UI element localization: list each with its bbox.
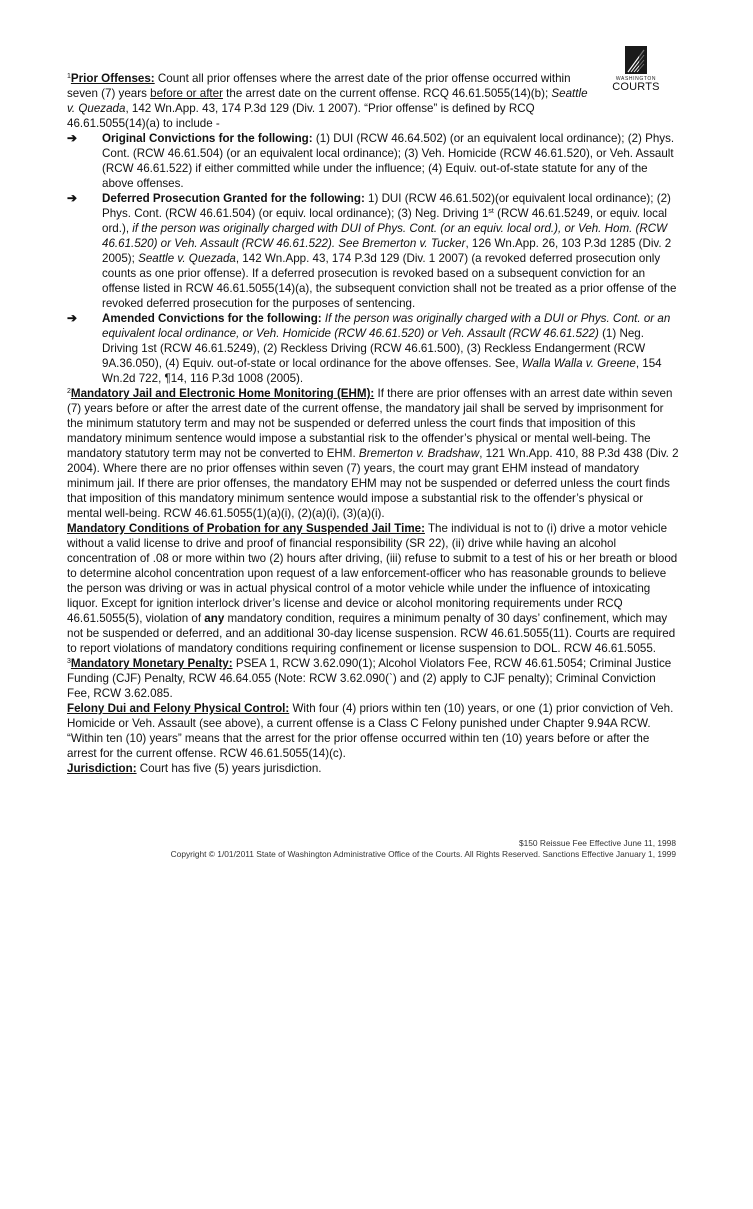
- probation-text: The individual is not to (i) drive a motor vehicle without a valid license to drive and proof of financial responsibility (SR 22), (ii) drive while having an alcohol concentration of .08 or more within two (2) hours after driving, (iii) refuse to submit to a test of his or her breath or blood to determine alcohol concentration upon request of a law enforcement-officer who has reasonable grounds to believe the person was driving or was in actual physical control of a motor vehicle while under the influence of intoxicating liquor. Except for ignition interlock driver’s license and device or alcohol monitoring requirements under RCQ 46.61.5055(5), violation of: [67, 522, 678, 625]
- prior-offenses-paragraph: [67, 71, 679, 131]
- mandatory-jail-text: , 121 Wn.App. 410, 88 P.3d 438 (Div. 2 2004). Where there are no prior offenses within seven (7) years, the court may grant EHM instead of mandatory minimum jail. If there are prior offenses, the mandatory EHM may not be suspended or deferred unless the court finds that imposition of this mandatory minimum sentence would impose a substantial risk to the offender’s physical or mental well-being. RCW 46.61.5055(1)(a)(i), (2)(a)(i), (3)(a)(i).: [67, 447, 679, 520]
- underlined-phrase: before or after: [150, 87, 223, 100]
- footnote-marker: 2: [67, 388, 71, 395]
- footer-reissue-fee: $150 Reissue Fee Effective June 11, 1998: [518, 838, 676, 848]
- footnote-marker: 1: [67, 73, 71, 80]
- bullet-text: (1) Neg. Driving 1st (RCW 46.61.5249), (2) Reckless Driving (RCW 46.61.500), (3) Reckless Endangerment (RCW 9A.36.050), (4) Equiv. out-of-state or local ordinance for the above offenses. See,: [102, 327, 646, 370]
- mandatory-jail-text: If there are prior offenses with an arrest date within seven (7) years before or after the arrest date of the current offense, the mandatory jail shall be served by imprisonment for the minimum statutory term and may not be suspended or deferred unless the court finds that imposition of this mandatory minimum sentence would impose a substantial risk to the offender’s physical or mental well-being. The mandatory statutory term may not be converted to EHM.: [67, 387, 673, 460]
- arrow-bullet-icon: ➔: [67, 191, 78, 205]
- bullet-italic-text: If the person was originally charged with a DUI or Phys. Cont. or an equivalent local ordinance, or Veh. Homicide (RCW 46.61.520) or Veh. Assault (RCW 46.61.522): [102, 312, 671, 340]
- courts-emblem-icon: [625, 46, 647, 74]
- prior-offenses-text: the arrest date on the current offense. RCQ 46.61.5055(14)(b);: [222, 87, 552, 100]
- prior-offenses-text: Count all prior offenses where the arrest date of the prior offense occurred within seven (7) years: [67, 72, 571, 100]
- monetary-penalty-paragraph: [67, 656, 679, 701]
- felony-paragraph: [67, 701, 679, 761]
- bullet-italic-text: if the person was originally charged with DUI of Phys. Cont. (or an equiv. local ord.), or Veh. Hom. (RCW 46.61.520) or Veh. Assault (RCW 46.61.522). See Bremerton v. Tucker: [102, 222, 668, 250]
- bullet-text: (1) DUI (RCW 46.64.502) (or an equivalent local ordinance); (2) Phys. Cont. (RCW 46.61.504) (or an equivalent local ordinance); (3) Veh. Homicide (RCW 46.61.520), or Veh. Assault (RCW 46.61.522) if either committed while under the influence; (4) Equiv. out-of-state statute for any of the above offenses.: [102, 132, 675, 190]
- ordinal-superscript: st: [488, 208, 494, 215]
- logo-line-courts: COURTS: [612, 81, 660, 93]
- bullet-text: , 126 Wn.App. 26, 103 P.3d 1285 (Div. 2 2005);: [102, 237, 672, 265]
- probation-heading: Mandatory Conditions of Probation for any Suspended Jail Time:: [67, 522, 425, 535]
- jurisdiction-paragraph: [67, 761, 679, 776]
- bullet-amended-convictions: [67, 311, 679, 386]
- case-citation: Seattle v. Quezada: [67, 87, 588, 115]
- case-citation: Walla Walla v. Greene: [521, 357, 636, 370]
- bullet-text: 1) DUI (RCW 46.61.502)(or equivalent local ordinance); (2) Phys. Cont. (RCW 46.61.504) (or equiv. local ordinance); (3) Neg. Driving 1: [102, 192, 671, 220]
- bullet-original-convictions: [67, 131, 679, 191]
- bullet-deferred-prosecution: [67, 191, 679, 311]
- felony-text: With four (4) priors within ten (10) years, or one (1) prior conviction of Veh. Homicide or Veh. Assault (see above), a current offense is a Class C Felony punished under Chapter 9.94A RCW. “Within ten (10) years” means that the arrest for the prior offense occurred within ten (10) years before or after the arrest for the current offense. RCW 46.61.5055(14)(c).: [67, 702, 674, 760]
- felony-heading: Felony Dui and Felony Physical Control:: [67, 702, 290, 715]
- probation-paragraph: [67, 521, 679, 656]
- mandatory-jail-heading: Mandatory Jail and Electronic Home Monitoring (EHM):: [70, 387, 375, 400]
- bullet-label: Original Convictions for the following:: [102, 132, 313, 145]
- bullet-text: , 154 Wn.2d 722, ¶14, 116 P.3d 1008 (2005).: [102, 357, 662, 385]
- mandatory-jail-paragraph: [67, 386, 679, 521]
- arrow-bullet-icon: ➔: [67, 311, 78, 325]
- logo-line-washington: WASHINGTON: [615, 76, 657, 82]
- monetary-penalty-heading: Mandatory Monetary Penalty:: [70, 657, 233, 670]
- jurisdiction-text: Court has five (5) years jurisdiction.: [136, 762, 322, 775]
- bullet-text: , 142 Wn.App. 43, 174 P.3d 129 (Div. 1 2007) (a revoked deferred prosecution only counts as one prior offense). If a deferred prosecution is revoked based on a subsequent conviction for an offense listed in RCW 46.61.5055(14)(a), the subsequent conviction shall not be treated as a prior offense of the revoked deferred prosecution for the purposes of sentencing.: [102, 252, 677, 310]
- monetary-penalty-text: PSEA 1, RCW 3.62.090(1); Alcohol Violators Fee, RCW 46.61.5054; Criminal Justice Funding (CJF) Penalty, RCW 46.64.055 (Note: RCW 3.62.090(`) and (2) apply to CJF penalty); Criminal Conviction Fee, RCW 3.62.085.: [67, 657, 672, 700]
- document-body: [67, 71, 679, 776]
- jurisdiction-heading: Jurisdiction:: [67, 762, 137, 775]
- prior-offenses-heading: Prior Offenses:: [70, 72, 155, 85]
- case-citation: Seattle v. Quezada: [138, 252, 236, 265]
- prior-offenses-text: , 142 Wn.App. 43, 174 P.3d 129 (Div. 1 2007). “Prior offense” is defined by RCQ 46.61.5055(14)(a) to include -: [67, 102, 535, 130]
- footer-copyright: Copyright © 1/01/2011 State of Washington Administrative Office of the Courts. All Rights Reserved. Sanctions Effective January 1, 1999: [170, 849, 676, 859]
- emphasis-any: any: [204, 612, 225, 625]
- bullet-text: (RCW 46.61.5249, or equiv. local ord.),: [102, 207, 667, 235]
- case-citation: Bremerton v. Bradshaw: [358, 447, 480, 460]
- page-footer: [80, 838, 676, 860]
- arrow-bullet-icon: ➔: [67, 131, 78, 145]
- bullet-label: Deferred Prosecution Granted for the following:: [102, 192, 365, 205]
- footnote-marker: 3: [67, 658, 71, 665]
- bullet-label: Amended Convictions for the following:: [102, 312, 322, 325]
- probation-text: mandatory condition, requires a minimum penalty of 30 days’ confinement, which may not be suspended or deferred, and an additional 30-day license suspension. RCW 46.61.5055(11). Courts are required to report violations of mandatory conditions requiring confinement or license suspension to DOL. RCW 46.61.5055.: [67, 612, 676, 655]
